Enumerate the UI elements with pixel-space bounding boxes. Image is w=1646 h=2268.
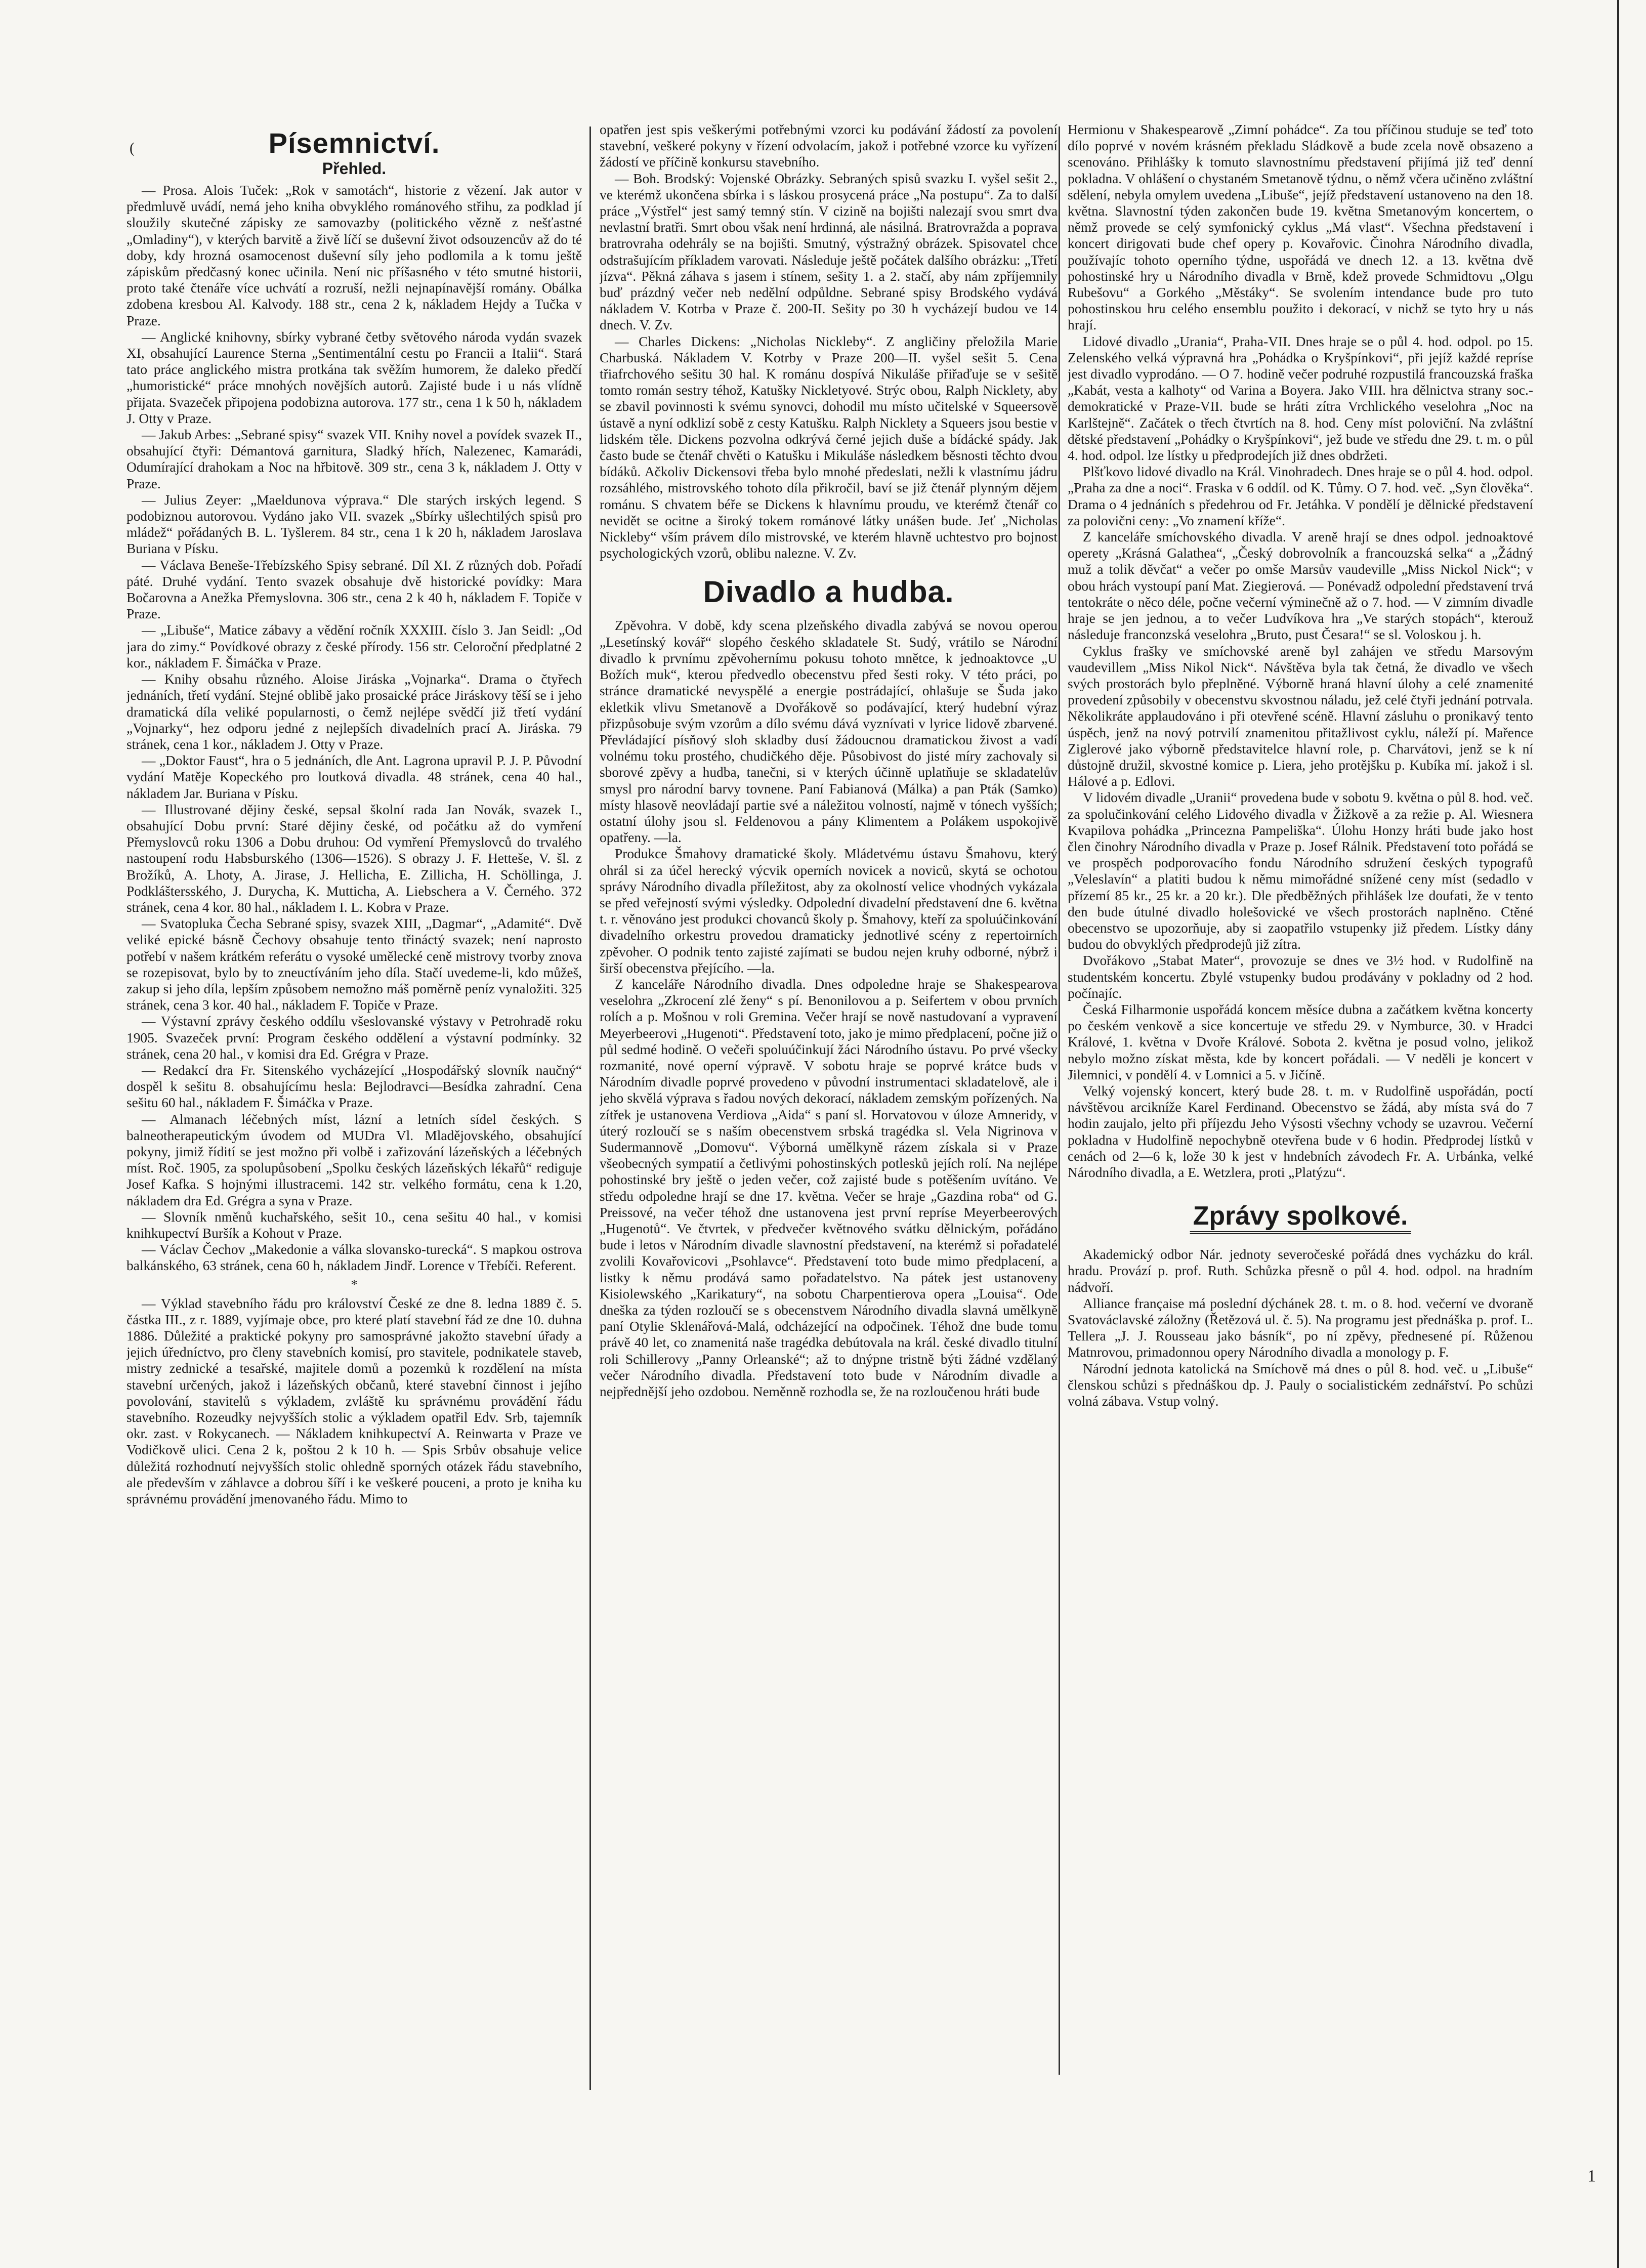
article-paragraph: — „Libuše“, Matice zábavy a vědění ročník XXXIII. číslo 3. Jan Seidl: „Od jara do zimy.“ Povídkové obrazy z české přírody. 156 str. Celoroční předplatné 2 kor., nákladem F. Šimáčka v Praze. — [126, 622, 582, 670]
article-paragraph: Cyklus frašky ve smíchovské areně byl zahájen ve středu Marsovým vaudevillem „Miss Nikol Nick“. Návštěva byla tak četná, že divadlo ve všech svých prostorách bylo přeplněné. Výborně hraná hlavní úlohy a celé znamenité provedení způsobily v obecenstvu skvostnou náladu, jež celé čtyři jednání potrvala. Několikráte applaudováno i při otevřené scéně. Hlavní zásluhu o pronikavý tento úspěch, jenž na nový potrvilí znamenitou přitažlivost cyklu, náleží pí. Mařence Ziglerové jako výborně představitelce hlavní role, p. Charvátovi, jenž se k ní důstojně družil, skvostné komice p. Liera, jeho protějšku p. Kubíka mí. jakož i sl. Hálové a p. Edlovi. — [1068, 643, 1533, 789]
article-paragraph: Plšťkovo lidové divadlo na Král. Vinohradech. Dnes hraje se o půl 4. hod. odpol. „Praha za dne a noci“. Fraska v 6 oddíl. od K. Tůmy. O 7. hod. več. „Syn člověka“. Drama o 4 jednáních s předehrou od Fr. Jetáhka. V pondělí je dělnické představení za polovični ceny: „Vo znamení kříže“. — [1068, 464, 1533, 528]
article-paragraph: Dvořákovo „Stabat Mater“, provozuje se dnes ve 3½ hod. v Rudolfině na studentském koncertu. Zbylé vstupenky budou prodávány v pokladny od 2 hod. počínajíc. — [1068, 953, 1533, 1001]
article-paragraph: Alliance française má poslední dýchánek 28. t. m. o 8. hod. večerní ve dvoraně Svatováclavské záložny (Řetězová ul. č. 5). Na programu jest přednáška p. prof. L. Tellera „J. J. Rousseau jako básník“, po ní zpěvy, přednesené pí. Růženou Matnrovou, primadonnou opery Národního divadla a monology p. F. — [1068, 1295, 1533, 1360]
article-paragraph: Z kanceláře smíchovského divadla. V areně hrají se dnes odpol. jednoaktové operety „Krásná Galathea“, „Český dobrovolník a francouzská selka“ a „Žádný muž a tolik děvčat“ a večer po omše Marsův vaudeville „Miss Nickol Nick“; v obou hrách vystoupí paní Mat. Ziegierová. — Ponévadž odpolední představení trvá tentokráte o něco déle, počne večerní výminečně až o 7. hod. — V zimním divadle hraje se jen jednou, a to večer Ludvíkova hra „Ve starých stopách“, kterouž následuje franconzská veselohra „Bruto, pust Česara!“ se sl. Voloskou j. h. — [1068, 529, 1533, 643]
article-paragraph: — Julius Zeyer: „Maeldunova výprava.“ Dle starých irských legend. S podobiznou autorovou. Vydáno jako VII. svazek „Sbírky ušlechtilých spisů pro mládež“ pořádaných B. L. Tyšlerem. 84 str., cena 1 k 20 h, nákladem Jaroslava Buriana v Písku. — [126, 492, 582, 557]
article-paragraph: — Václava Beneše-Třebízského Spisy sebrané. Díl XI. Z různých dob. Pořadí páté. Druhé vydání. Tento svazek obsahuje dvě historické povídky: Mara Bočarovna a Anežka Přemyslovna. 306 str., cena 2 k 40 h, nákladem F. Topiče v Praze. — [126, 557, 582, 622]
section-subtitle-overview: Přehled. — [322, 159, 387, 178]
margin-mark-left: ( — [130, 140, 135, 156]
section-title-club-news: Zprávy spolkové. — [1190, 1201, 1411, 1234]
article-paragraph: Z kanceláře Národního divadla. Dnes odpoledne hraje se Shakespearova veselohra „Zkrocení zlé ženy“ s pí. Benonilovou a p. Seifertem v obou prvních rolích a p. Mošnou v roli Gremina. Večer hrají se nově nastudovaní a vypravení Meyerbeerovi „Hugenoti“. Představení toto, jako je mimo předplacení, počne již o půl sedmé hodině. O večeři spoluúčinkují žáci Národního ústavu. Po prvé všecky rozmanité, nové operní výpravě. V sobotu hraje se poprvé krátce buds v Národním divadle poprvé provedeno v původní instrumentaci skladatelově, ale i jeho skvělá výprava s řadou nových dekorací, nákladem zemským pořízených. Na zítřek je ustanovena Verdiova „Aida“ s paní sl. Horvatovou v úloze Amneridy, v úterý rozloučí se s naším obecenstvem srbská tragédka sl. Vela Nigrinova v Sudermannově „Domovu“. Výborná umělkyně rázem získala si v Praze všeobecných sympatií a četlivými pohostinských potlesků jejích rolí. Na nejlépe pohostinské bry ještě o jeden večer, což zajisté bude s potěšením uvítáno. Ve středu odpoledne hrají se dne 17. května. Večer se hraje „Gazdina roba“ od G. Preissové, na večer téhož dne ustanovena jest první repríse Meyerbeerových „Hugenotů“. Ve čtvrtek, v předvečer květnového svátku dělnickým, pořádáno bude i letos v Národním divadle slavnostní představení, na kterémž si pořadatelé zvolili Kovařovicovi „Psohlavce“. Představení toto bude mimo předplacení, a listky k němu prodává samo pořadatelstvo. Na pátek jest ustanoveny Kisiolewského „Karikatury“, na sobotu Charpentierova opera „Louisa“. Ode dneška za týden rozloučí se s obecenstvem Národního divadla slavná umělkyně paní Otylie Sklenářová-Malá, odcházející na odpočinek. Téhož dne bude tomu právě 40 let, co znamenitá naše tragédka debútovala na král. české divadlo titulní roli Schillerovy „Panny Orleanské“; až to dnýpne tristně býti žádné vzdělaný večer Národního divadla. Představení toto bude v Národním divadle a nejpřednější jeho ozdobou. Neměnně rozhodla se, že na rozloučenou hráti bude — [600, 976, 1058, 1400]
article-paragraph: Lidové divadlo „Urania“, Praha-VII. Dnes hraje se o půl 4. hod. odpol. po 15. Zelenského velká výpravná hra „Pohádka o Kryšpínkovi“, při jejíž každé repríse jest divadlo vyprodáno. — O 7. hodině večer podruhé rozpustilá francouzská fraška „Kabát, vesta a kalhoty“ od Varina a Boyera. Jako VIII. hra dělnictva strany soc.-demokratické v Praze-VII. bude se hráti zítra Vrchlického veselohra „Noc na Karlštejně“. Začátek o třech čtvrtích na 8. hod. Ceny míst poloviční. Na zvláštní dětské představení „Pohádky o Kryšpínkovi“, jež bude ve středu dne 29. t. m. o půl 4. hod. odpol. lze lístky u předprodejích již dnes obdržeti. — [1068, 333, 1533, 464]
column-divider-2 — [1059, 127, 1060, 2075]
article-paragraph: — Redakcí dra Fr. Sitenského vycházející „Hospodářský slovník naučný“ dospěl k sešitu 8. obsahujícímu hesla: Bejlodravci—Besídka zahradní. Cena sešitu 60 hal., nákladem F. Šimáčka v Praze. — [126, 1062, 582, 1111]
article-paragraph: — Anglické knihovny, sbírky vybrané četby světového národa vydán svazek XI, obsahující Laurence Sterna „Sentimentální cestu po Francii a Italii“. Stará tato práce anglického mistra protkána tak svěžím humorem, že daleko předčí „humoristické“ práce mnohých novějších autorů. Zajisté bude i u nás vlídně přijata. Svazeček připojena podobizna autorova. 177 str., cena 1 k 50 h, nákladem J. Otty v Praze. — [126, 329, 582, 426]
article-paragraph: — Slovník nměnů kuchařského, sešit 10., cena sešitu 40 hal., v komisi knihkupectví Buršík a Kohout v Praze. — [126, 1209, 582, 1241]
article-paragraph: — Charles Dickens: „Nicholas Nickleby“. Z angličiny přeložila Marie Charbuská. Nákladem V. Kotrby v Praze 200—II. vyšel sešit 5. Cena třiafrchového sešitu 30 hal. K románu dospívá Nikuláše přiřaďuje se v sešitě tomto román sestry téhož, Katušky Nickletyové. Strýc obou, Ralph Nicklety, aby se zbavil povinnosti k svému synovci, dohodil mu místo učitelské v Squeersově ústavě a nyní odklizí sobě z cesty Katušku. Ralph Nicklety a Squeers jsou bestie v lidském těle. Dickens pozvolna odkrývá černé jejich duše a bídácké spády. Jak často bude se čtenář chvěti o Katušku i Mikuláše následkem běsnosti těchto dvou bídáků. Ačkoliv Dickensovi třeba bylo mnohé předeslati, nežli k vlastnímu jádru rozsáhlého, mistrovského tohoto díla přikročil, baví se již čtenář plynným dějem románu. S chvatem béře se Dickens k hlavnímu proudu, ve kterémž čtenář co nevidět se ocitne a široký tokem románové látky unášen bude. Jeť „Nicholas Nickleby“ vším právem dílo mistrovské, ve kterém hlavně uchtestvo pro bojnost psychologických vzorů, oblibu nalezne. V. Zv. — [600, 333, 1058, 561]
article-paragraph: — Knihy obsahu různého. Aloise Jiráska „Vojnarka“. Drama o čtyřech jednáních, třetí vydání. Stejné oblibě jako prosaické práce Jiráskovy těší se i jeho dramatická díla veliké popularnosti, o čemž nejlépe svědčí již třetí vydání „Vojnarky“, hez odporu jedné z nejlepších divadelních prací A. Jiráska. 79 stránek, cena 1 kor., nákladem J. Otty v Praze. — [126, 671, 582, 752]
margin-mark-right: 1 — [1587, 2167, 1596, 2186]
article-paragraph: — Výstavní zprávy českého oddílu všeslovanské výstavy v Petrohradě roku 1905. Svazeček první: Program českého oddělení a výstavní podmínky. 32 stránek, cena 20 hal., v komisi dra Ed. Grégra v Praze. — [126, 1014, 582, 1062]
article-paragraph: — Výklad stavebního řádu pro království České ze dne 8. ledna 1889 č. 5. částka III., z r. 1889, vyjímaje obce, pro které platí stavební řád ze dne 10. duhna 1886. Důležité a praktické pokyny pro samosprávné jakožto stavební úřady a jejich úředníctvo, pro členy stavebních komisí, pro stavitele, podnikatele staveb, mistry zednické a tesařské, majitele domů a pozemků k rozdělení na místa stavební určených, jakož i lázeňských občanů, které stavební činnost i jejího povolování, stavitelů s výkladem, zvláště ku správnému provádění řádu stavebního. Rozeudky nejvyšších stolic a výkladem opatřil Edv. Srb, tajemník okr. zast. v Rokycanech. — Nákladem knihkupectví A. Reinwarta v Praze ve Vodičkově ulici. Cena 2 k, poštou 2 k 10 h. — Spis Srbův obsahuje velice důležitá rozhodnutí nejvyšších stolic ohledně sporných otázek řádu stavebního, ale především v záhlavce a dobrou šíří i ke veškeré pouceni, a proto je kniha ku správnému provádění jmenovaného řádu. Mimo to — [126, 1295, 582, 1507]
column-literature — [126, 121, 582, 2146]
separator-asterisk: * — [351, 1277, 358, 1292]
article-paragraph: — Almanach léčebných míst, lázní a letních sídel českých. S balneotherapeutickým úvodem od MUDra Vl. Mladějovského, obsahující pokyny, jimiž řídití se jest možno při volbě i zařizování lázeňských a léčebných míst. Roč. 1905, za spolupůsobení „Spolku českých lázeňských lékařů“ rediguje Josef Kafka. S hojnými illustracemi. 142 str. velkého formátu, cena k 1.20, nákladem dra Ed. Grégra a syna v Praze. — [126, 1111, 582, 1208]
article-paragraph: — Prosa. Alois Tuček: „Rok v samotách“, historie z vězení. Jak autor v předmluvě uvádí, nemá jeho kniha obvyklého románového střihu, za podklad jí sloužily skutečné zápisky ze samovazby (politického vězně z nešťastné „Omladiny“), v kterých barvitě a živě líčí se duševní život odsouzencův až do té doby, kdy hrozná osamocenost duševní síly jeho podlomila a k tomu ještě zápiskům předčasný konec učinila. Není nic příšasného v této smutné historii, proto také čtenáře více uchvátí a rozruší, nežli nejnapínavější romány. Obálka zdobena kresbou Al. Kalvody. 188 str., cena 2 k, nákladem Hejdy a Tučka v Praze. — [126, 183, 582, 328]
column-right — [1068, 121, 1533, 2146]
article-paragraph: V lidovém divadle „Uranii“ provedena bude v sobotu 9. května o půl 8. hod. več. za spolučinkování celého Lidového divadla v Žižkově a za režie p. Al. Wiesnera Kvapilova pohádka „Princezna Pampeliška“. Úlohu Honzy hráti bude jako host člen činohry Národního divadla v Praze p. Josef Rálnik. Představení toto pořádá se ve prospěch podporovacího fondu Národního sdružení českých typografů „Veleslavín“ a platiti budou k němu mimořádné snížené ceny míst (sedadlo v přízemí 85 kr., 25 kr. a 20 kr.). Dle předběžných přihlášek lze doufati, že v tento den bude útulné divadlo holešovické ve všech prostorách naplněno. Ctěné obecenstvo se upozorňuje, aby si zaopatřilo vstupenky již předem. Lístky dány budou do obvyklých předprodejů již zítra. — [1068, 790, 1533, 952]
article-paragraph: — Václav Čechov „Makedonie a válka slovansko-turecká“. S mapkou ostrova balkánského, 63 stránek, cena 60 h, nákladem Jindř. Lorence v Třebíči. Referent. — [126, 1242, 582, 1274]
article-paragraph: — Svatopluka Čecha Sebrané spisy, svazek XIII, „Dagmar“, „Adamité“. Dvě veliké epické básně Čechovy obsahuje tento třináctý svazek; není naprosto potřebí v našem krátkém referátu o vysoké umělecké ceně mistrovy tvorby znova se rozepisovat, bylo by to zneuctíváním jeho díla. Stačí uvedeme-li, kdo můžeš, zakup si jeho díla, lepším způsobem nemožno máš poměrně peníz vynaložiti. 325 stránek, cena 3 kor. 40 hal., nákladem F. Topiče v Praze. — [126, 916, 582, 1013]
article-paragraph: — Illustrované dějiny české, sepsal školní rada Jan Novák, svazek I., obsahující Dobu první: Staré dějiny české, od počátku až do vymření Přemyslovců roku 1306 a Dobu druhou: Od vymření Přemyslovců do trvalého nastoupení rodu Habsburského (1306—1526). S obrazy J. F. Hetteše, V. šl. z Brožíků, A. Lhoty, A. Jirase, J. Hellicha, E. Zillicha, H. Schöllinga, J. Podkláštersského, J. Durycha, K. Mutticha, A. Liebschera a V. Černého. 372 stránek, cena 4 kor. 80 hal., nákladem I. L. Kobra v Praze. — [126, 802, 582, 915]
article-paragraph: Zpěvohra. V době, kdy scena plzeňského divadla zabývá se novou operou „Lesetínský kovář“ slopého českého skladatele St. Sudý, vrátilo se Národní divadlo k prvnímu zpěvohernímu pokusu tohoto mnětce, k jednoaktovce „U Božích muk“, kterou předvedlo obecenstvu před šesti roky. V této práci, po stránce dramatické nevyspělé a energie postrádající, ohlašuje se Šuda jako ekletkik vlivu Smetanově a Dvořákově so podávající, který hudební výraz přizpůsobuje svým vzorům a dílo svému dává vyznívati v lyrice lidově zbarvené. Převládající písňový sloh skladby dusí žádoucnou dramatickou živost a vadí volnému toku prostého, chudičkého děje. Působivost do jisté míry zachovaly si sborové zpěvy a hudba, tanečni, si v kterých účinně uplatňuje se skladatelův smysl pro národní barvy tovnene. Paní Fabianová (Málka) a pan Pták (Samko) místy hlasově neovládají partie své a náležitou volností, najmě v tónech vyšších; ostatní úlohy jsou sl. Feldenovou a pány Klimentem a Polákem uspokojivě opatřeny. —la. — [600, 618, 1058, 846]
article-paragraph: — Boh. Brodský: Vojenské Obrázky. Sebraných spisů svazku I. vyšel sešit 2., ve kterémž ukončena sbírka i s láskou prosycená práce „Na postupu“. Za to další práce „Výstřel“ jest samý temný stín. V cizině na bojišti nalezají svou smrt dva nevlastní bratři. Smrt obou však není hrdinná, ale násilná. Bratrovražda a poprava bratrovraha odehrály se na bojišti. Smutný, výstražný obrázek. Spisovatel chce odstrašujícím příkladem varovati. Následuje ještě počátek dalšího obrázku: „Třetí jízva“. Pěkná záhava s jasem i stínem, sešity 1. a 2. stačí, aby nám zpříjemnily buď prázdný večer neb nedělní odpůldne. Sebrané spisy Brodského vydává nákladem V. Kotrba v Praze č. 200-II. Sešity po 30 h vycházejí budou ve 14 dnech. V. Zv. — [600, 171, 1058, 333]
article-paragraph: opatřen jest spis veškerými potřebnými vzorci ku podávání žádostí za povolení stavební, veškeré pokyny v řízení odvolacím, jakož i potřebné vzorce ku vyřízení žádostí ve příčině konkursu stavebního. — [600, 122, 1058, 170]
article-paragraph: Produkce Šmahovy dramatické školy. Mládetvému ústavu Šmahovu, který ohrál si za účel herecký výcvik operních novicek a noviců, skytá se ochotou správy Národního divadla příležitost, aby za okolností velice vhodných vykázala se před veřejností svými výsledky. Odpolední divadelní představení dne 6. května t. r. věnováno jest produkci chovanců školy p. Šmahovy, kteří za spoluúčinkování divadelního orkestru provedou dramaticky jednotlivé scény z repertoirních zpěvoher. O podnik tento zajisté zajímati se budou nejen kruhy odborné, nýbrž i širší obecenstva přejícího. —la. — [600, 846, 1058, 976]
article-paragraph: Národní jednota katolická na Smíchově má dnes o půl 8. hod. več. u „Libuše“ členskou schůzi s přednáškou dp. J. Pauly o socialistickém zednářství. Po schůzi volná zábava. Vstup volný. — [1068, 1361, 1533, 1409]
page-edge-rule — [1617, 0, 1619, 2268]
column-middle — [600, 121, 1058, 2146]
article-paragraph: Česká Filharmonie uspořádá koncem měsíce dubna a začátkem května koncerty po českém venkově a sice koncertuje ve středu 29. v Nymburce, 30. v Hradci Králové, 1. května v Dvoře Králové. Sobota 2. května je posud volno, jelikož nebylo možno získat města, kde by koncert pořádali. — V neděli je koncert v Jilemnici, v pondělí 4. v Lomnici a 5. v Jičíně. — [1068, 1001, 1533, 1082]
article-paragraph: Hermionu v Shakespearově „Zimní pohádce“. Za tou příčinou studuje se teď toto dílo poprvé v novém krásném překladu Sládkově a bude zcela nově obsazeno a scenováno. Přihlášky k tomuto slavnostnímu představení přijímá již teď denní pokladna. V ohlášení o chystaném Smetanově týdnu, o němž včera učiněno zvláštní sdělení, nebyla omylem uvedena „Libuše“, jejíž představení ustanoveno na den 18. května. Slavnostní týden zakončen bude 19. května Smetanovým koncertem, o němž provede se celý symfonický cyklus „Má vlast“. Všechna představení i koncert dirigovati bude chef opery p. Kovařovic. Činohra Národního divadla, používajíc tohoto operního týdne, uspořádá ve dnech 12. a 13. května dvě pohostinské hry u Národního divadla v Brně, kdež provede Schmidtovu „Olgu Rubešovu“ a Gorkého „Městáky“. Se svolením intendance bude pro tuto pohostinskou hru celého ensemblu použito i dekorací, v nichž se tyto hry u nás hrají. — [1068, 122, 1533, 333]
article-paragraph: Akademický odbor Nár. jednoty severočeské pořádá dnes vycházku do král. hradu. Provází p. prof. Ruth. Schůzka přesně o půl 4. hod. odpol. na hradním nádvoří. — [1068, 1247, 1533, 1295]
section-title-theatre-music: Divadlo a hudba. — [703, 575, 954, 609]
column-divider-1 — [589, 127, 591, 2090]
article-paragraph: Velký vojenský koncert, který bude 28. t. m. v Rudolfině uspořádán, poctí návštěvou arcikníže Karel Ferdinand. Obecenstvo se žádá, aby místa svá do 7 hodin zaujalo, jelto při příjezdu Jeho Výsosti všechny vchody se uzavrou. Večerní pokladna v Hudolfině nepochybně otevřena bude v 6 hodin. Předprodej lístků v cenách od 2—6 k, lože 30 k jest v hndebních závodech Fr. A. Urbánka, velké Národního divadla, a E. Wetzlera, proti „Platýzu“. — [1068, 1083, 1533, 1180]
article-paragraph: — Jakub Arbes: „Sebrané spisy“ svazek VII. Knihy novel a povídek svazek II., obsahující čtyři: Démantová garnitura, Sladký hřích, Nalezenec, Kamarádi, Odumírající drahokam a Noc na hřbitově. 309 str., cena 3 k, nákladem J. Otty v Praze. — [126, 427, 582, 491]
section-title-literature: Písemnictví. — [268, 127, 440, 159]
article-paragraph: — „Doktor Faust“, hra o 5 jednáních, dle Ant. Lagrona upravil P. J. P. Původní vydání Matěje Kopeckého pro loutková divadla. 48 stránek, cena 40 hal., nákladem Jar. Buriana v Písku. — [126, 753, 582, 801]
